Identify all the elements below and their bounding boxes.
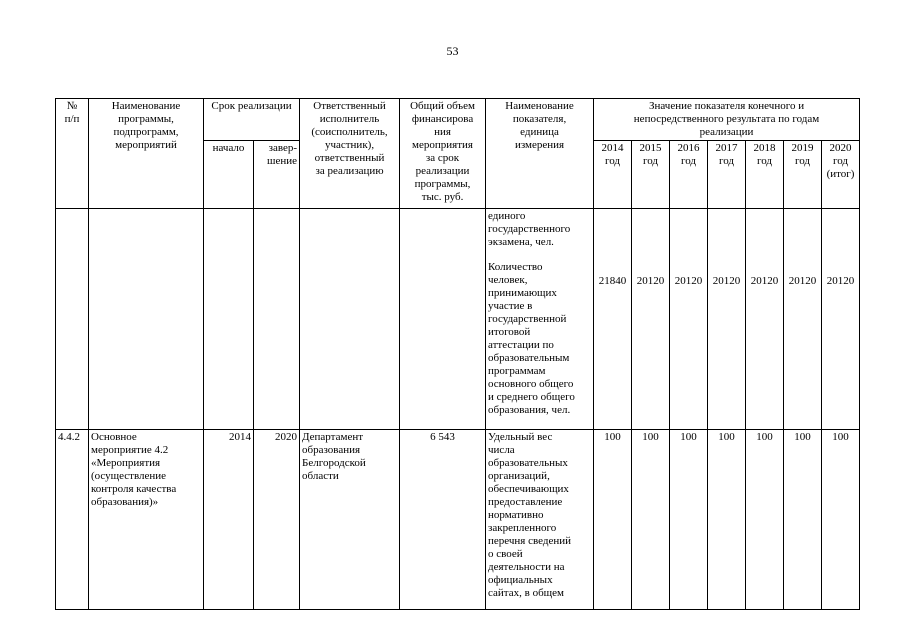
row2-value-2016: 100 bbox=[670, 430, 708, 610]
row1-num bbox=[56, 209, 89, 430]
row1-value-2018: 20120 bbox=[746, 209, 784, 430]
row1-indicator-cell bbox=[486, 209, 594, 430]
row1-value-2020: 20120 bbox=[822, 209, 860, 430]
row1-value-2014: 21840 bbox=[594, 209, 632, 430]
row1-indicator-b: Количество человек, принимающих участие в государственной итоговой аттестации по образовательным программам основного общего и среднего общего образования, чел. bbox=[488, 261, 575, 416]
row2-finance: 6 543 bbox=[400, 430, 486, 610]
header-year-2015: 2015 год bbox=[632, 141, 670, 209]
header-name: Наименование программы, подпрограмм, мероприятий bbox=[89, 99, 204, 209]
row2-value-2014: 100 bbox=[594, 430, 632, 610]
page-number: 53 bbox=[446, 44, 459, 58]
row1-value-2015: 20120 bbox=[632, 209, 670, 430]
row1-name bbox=[89, 209, 204, 430]
header-finance: Общий объем финансирова ния мероприятия за срок реализации программы, тыс. руб. bbox=[400, 99, 486, 209]
header-year-2020: 2020 год (итог) bbox=[822, 141, 860, 209]
header-year-2018: 2018 год bbox=[746, 141, 784, 209]
row2-responsible: Департамент образования Белгородской области bbox=[300, 430, 400, 610]
indicator-gap bbox=[488, 249, 591, 261]
row1-value-2017: 20120 bbox=[708, 209, 746, 430]
program-table bbox=[55, 98, 860, 610]
row1-value-2019: 20120 bbox=[784, 209, 822, 430]
header-year-2016: 2016 год bbox=[670, 141, 708, 209]
table-row bbox=[56, 430, 860, 610]
header-year-2017: 2017 год bbox=[708, 141, 746, 209]
row2-indicator: Удельный вес числа образовательных организаций, обеспечивающих предоставление нормативно закрепленного перечня сведений о своей деятельности на официальных сайтах, в общем bbox=[486, 430, 594, 610]
header-num: № п/п bbox=[56, 99, 89, 209]
row2-value-2019: 100 bbox=[784, 430, 822, 610]
row1-responsible bbox=[300, 209, 400, 430]
header-responsible: Ответственный исполнитель (соисполнитель, участник), ответственный за реализацию bbox=[300, 99, 400, 209]
row2-num: 4.4.2 bbox=[56, 430, 89, 610]
header-term-end: завер- шение bbox=[254, 141, 300, 209]
row2-value-2015: 100 bbox=[632, 430, 670, 610]
row2-start: 2014 bbox=[204, 430, 254, 610]
header-term-start: начало bbox=[204, 141, 254, 209]
header-values: Значение показателя конечного и непосредственного результата по годам реализации bbox=[594, 99, 860, 141]
row1-finance bbox=[400, 209, 486, 430]
header-year-2014: 2014 год bbox=[594, 141, 632, 209]
row1-end bbox=[254, 209, 300, 430]
header-year-2019: 2019 год bbox=[784, 141, 822, 209]
header-indicator: Наименование показателя, единица измерения bbox=[486, 99, 594, 209]
row2-name: Основное мероприятие 4.2 «Мероприятия (осуществление контроля качества образования)» bbox=[89, 430, 204, 610]
row1-start bbox=[204, 209, 254, 430]
row2-value-2020: 100 bbox=[822, 430, 860, 610]
table-row bbox=[56, 209, 860, 430]
row1-indicator-a: единого государственного экзамена, чел. bbox=[488, 210, 571, 248]
row2-value-2018: 100 bbox=[746, 430, 784, 610]
row2-end: 2020 bbox=[254, 430, 300, 610]
row1-value-2016: 20120 bbox=[670, 209, 708, 430]
header-term: Срок реализации bbox=[204, 99, 300, 141]
row2-value-2017: 100 bbox=[708, 430, 746, 610]
